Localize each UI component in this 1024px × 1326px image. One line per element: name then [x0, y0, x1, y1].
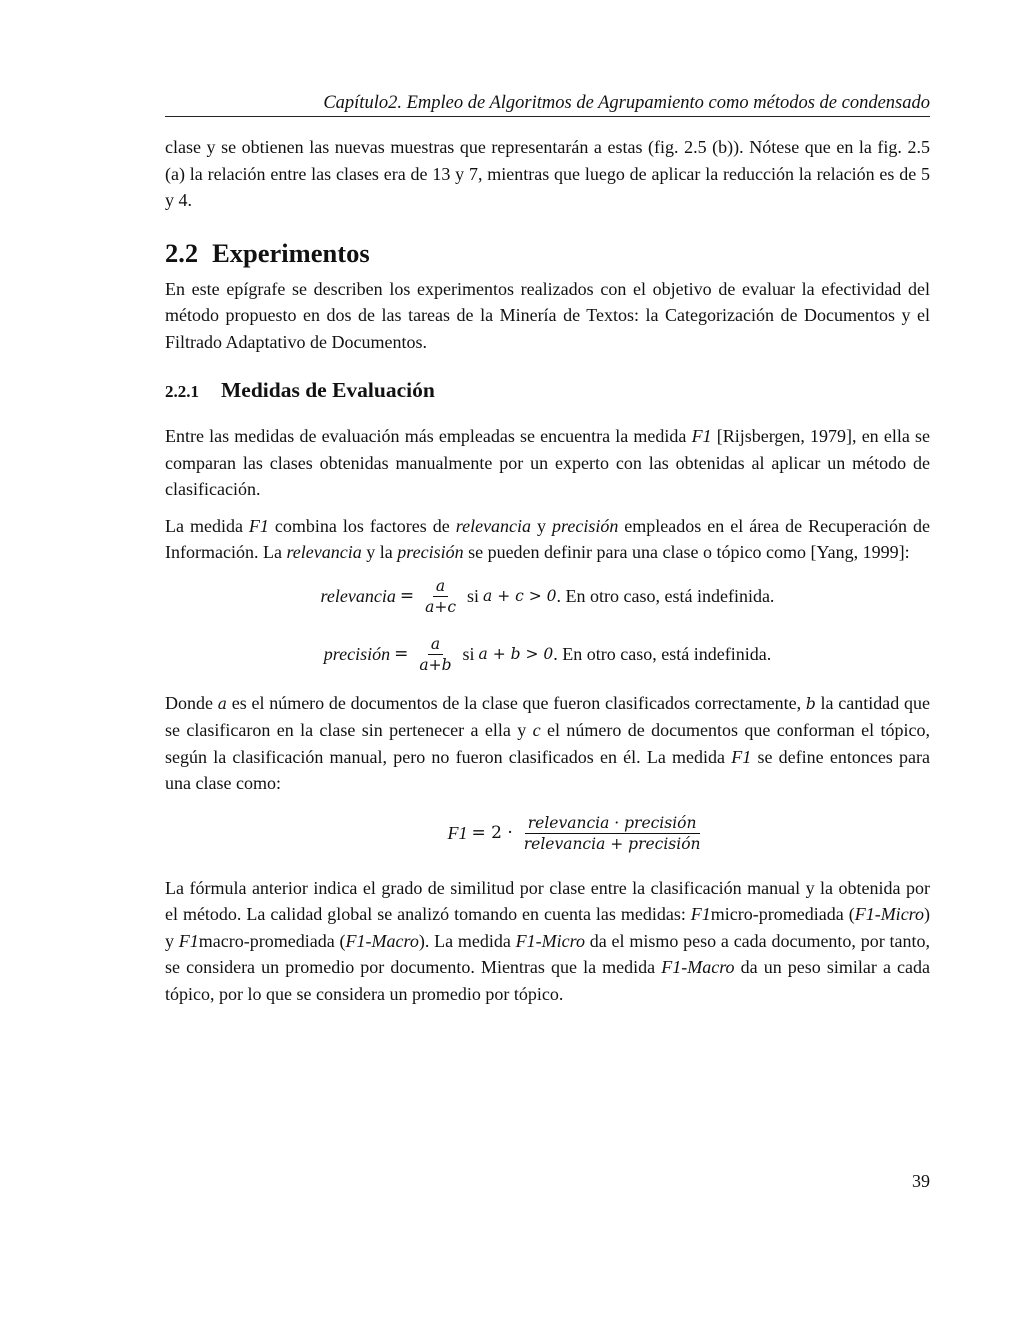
equation-lhs: relevancia	[320, 585, 396, 606]
relevancia-term: relevancia	[286, 542, 362, 562]
text-run: y la	[361, 542, 398, 562]
equation-condition: a + b > 0	[478, 645, 554, 664]
text-run: empleados en el área de Recuperación de Información. La	[165, 515, 931, 562]
equals-sign: =	[399, 586, 415, 607]
equals-sign: =	[394, 644, 409, 665]
precision-term: precisión	[552, 515, 619, 536]
text-run: y	[531, 515, 552, 536]
variable-c: c	[532, 720, 541, 740]
equation-lhs: F1	[447, 822, 468, 843]
text-run: da el mismo peso a cada documento, por tanto, se considera un promedio por documento. Mientras que la medida	[165, 930, 931, 977]
text-run: si	[467, 585, 480, 606]
f1-term: F1	[178, 930, 199, 951]
fraction-denominator: a+c	[425, 597, 457, 616]
relevancia-equation	[165, 566, 930, 624]
text-run: . En otro caso, está indefinida.	[553, 643, 772, 664]
precision-term: precisión	[397, 542, 464, 562]
text-run: es el número de documentos de la clase que fueron clasificados correctamente,	[226, 692, 806, 713]
variable-b: b	[805, 694, 816, 713]
equals-sign: = 2 ·	[471, 823, 513, 844]
subsection-number: 2.2.1	[165, 382, 199, 401]
subsection-heading	[165, 375, 930, 407]
fraction-numerator: a	[428, 635, 443, 655]
text-run: Entre las medidas de evaluación más empleadas se encuentra la medida	[165, 426, 692, 446]
f1-term: F1	[690, 904, 711, 924]
text-run: La medida	[165, 515, 249, 536]
f1-term: F1	[731, 746, 752, 767]
text-run: la cantidad que se clasificaron en la clase sin pertenecer a ella y	[165, 692, 930, 740]
f1-macro-term: F1-Macro	[345, 930, 419, 951]
running-header: Capítulo2. Empleo de Algoritmos de Agrupamiento como métodos de condensado	[323, 93, 930, 113]
fraction	[422, 577, 459, 616]
fraction-numerator: a	[433, 577, 448, 597]
precision-equation	[165, 624, 930, 682]
f1-term: F1	[691, 426, 712, 446]
f1-macro-term: F1-Macro	[661, 957, 735, 977]
intro-paragraph: clase y se obtienen las nuevas muestras que representarán a estas (fig. 2.5 (b)). Nótese que en la fig. 2.5 (a) la relación entre las clases era de 13 y 7, mientras que luego de aplicar la reducción la relación es de 5 y 4.	[165, 137, 930, 210]
text-run: ). La medida	[418, 930, 516, 951]
section-heading	[165, 236, 930, 270]
relevancia-term: relevancia	[455, 515, 532, 536]
section-number: 2.2	[165, 237, 199, 268]
section-paragraph: En este epígrafe se describen los experimentos realizados con el objetivo de evaluar la efectividad del método propuesto en dos de las tareas de la Minería de Textos: la Categorización de Documentos y el Filtrado Adaptativo de Documentos.	[165, 278, 930, 352]
section-title: Experimentos	[212, 237, 370, 268]
fraction-denominator: relevancia + precisión	[523, 834, 701, 853]
text-run: . En otro caso, está indefinida.	[556, 585, 775, 606]
text-run: se define entonces para una clase como:	[165, 746, 930, 793]
text-run: el número de documentos que conforman el tópico, según la clasificación manual, pero no fueron clasificados en él. La medida	[165, 720, 931, 767]
page-number: 39	[912, 1171, 930, 1191]
f1-factors-paragraph	[165, 513, 930, 566]
fraction	[416, 635, 454, 674]
averaging-paragraph	[165, 875, 930, 1008]
text-run: [Rijsbergen, 1979], en ella se comparan las clases obtenidas manualmente por un experto con las obtenidas al aplicar un método de clasificación.	[165, 426, 930, 499]
text-run: se pueden definir para una clase o tópico como [Yang, 1999]:	[463, 542, 910, 562]
text-run: macro-promediada (	[198, 930, 346, 951]
variables-paragraph	[165, 690, 930, 797]
variable-a: a	[217, 694, 227, 713]
f1-term: F1	[248, 515, 269, 536]
text-run: Donde	[165, 692, 218, 713]
text-run: micro-promediada (	[710, 904, 855, 924]
text-run: si	[462, 643, 475, 664]
text-run: La fórmula anterior indica el grado de similitud por clase entre la clasificación manual y la obtenida por el método. La calidad global se analizó tomando en cuenta las medidas:	[165, 877, 930, 924]
text-run: da un peso similar a cada tópico, por lo que se considera un promedio por tópico.	[165, 957, 930, 1004]
header-rule	[165, 116, 930, 117]
f1-equation	[165, 797, 930, 867]
page-content	[165, 134, 930, 1007]
fraction-numerator: relevancia · precisión	[525, 814, 700, 834]
fraction	[521, 814, 704, 853]
f1-intro-paragraph	[165, 423, 930, 503]
equation-lhs: precisión	[323, 643, 391, 664]
subsection-title: Medidas de Evaluación	[221, 378, 435, 402]
text-run: ) y	[165, 904, 931, 951]
text-run: combina los factores de	[268, 515, 456, 536]
equation-condition: a + c > 0	[483, 587, 557, 606]
fraction-denominator: a+b	[419, 655, 452, 674]
f1-micro-term: F1-Micro	[854, 904, 925, 924]
f1-micro-term: F1-Micro	[515, 930, 585, 951]
